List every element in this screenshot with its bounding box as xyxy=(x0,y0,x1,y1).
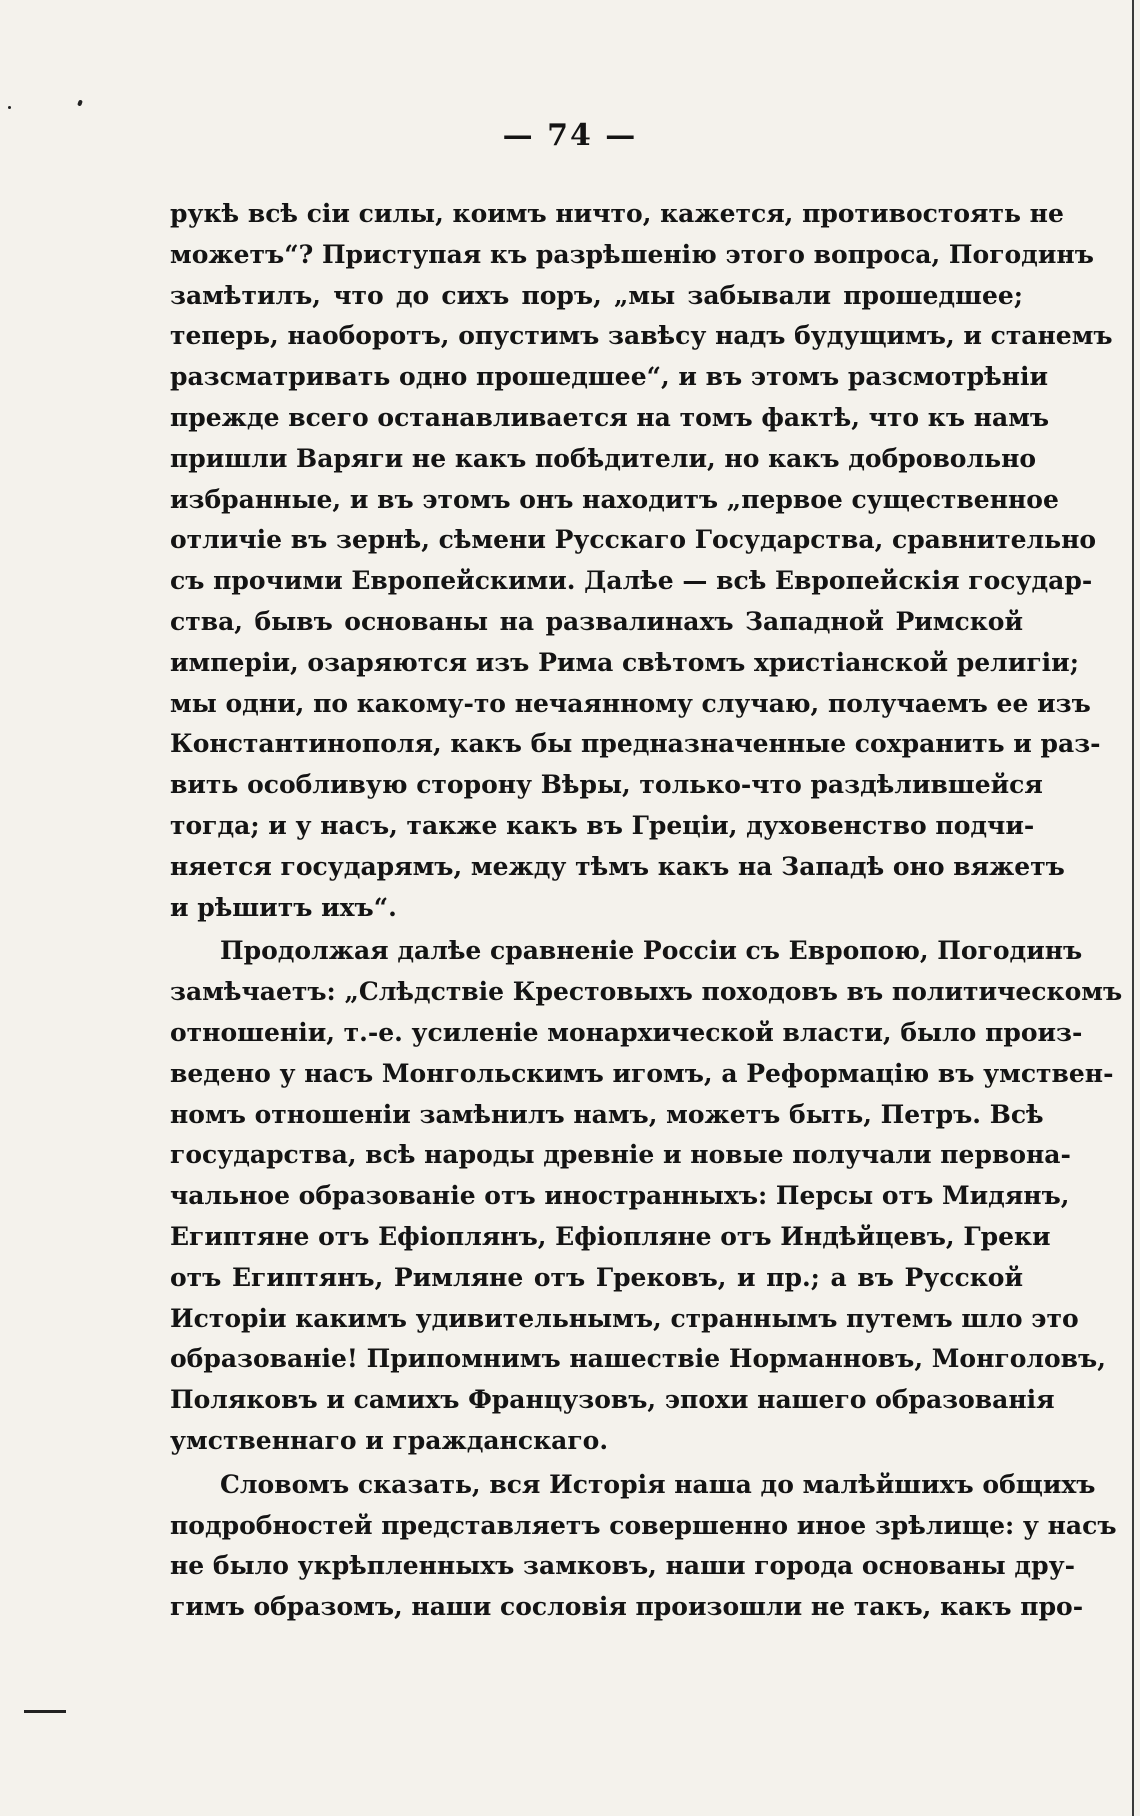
page-edge-line xyxy=(1132,0,1134,1816)
text-line: государства, всѣ народы древніе и новые получали первона- xyxy=(170,1140,1071,1170)
text-line: замѣтилъ, что до сихъ поръ, „мы забывали прошедшее; xyxy=(170,280,1023,310)
text-line: няется государямъ, между тѣмъ какъ на Западѣ оно вяжетъ xyxy=(170,851,1065,881)
text-line: съ прочими Европейскими. Далѣе — всѣ Европейскія государ- xyxy=(170,566,1093,596)
text-line: чальное образованіе отъ иностранныхъ: Персы отъ Мидянъ, xyxy=(170,1181,1070,1211)
text-line: и рѣшитъ ихъ“. xyxy=(170,892,397,922)
text-line: имперіи, озаряются изъ Рима свѣтомъ христіанской религіи; xyxy=(170,647,1079,677)
text-line: гимъ образомъ, наши сословія произошли не такъ, какъ про- xyxy=(170,1592,1084,1622)
body-text xyxy=(170,194,1123,1628)
text-line: ства, бывъ основаны на развалинахъ Западной Римской xyxy=(170,606,1023,636)
text-line: Продолжая далѣе сравненіе Россіи съ Европою, Погодинъ xyxy=(220,936,1083,966)
text-line: избранные, и въ этомъ онъ находитъ „первое существенное xyxy=(170,484,1059,514)
page-number: — 74 — xyxy=(502,118,638,153)
text-line: Словомъ сказать, вся Исторія наша до малѣйшихъ общихъ xyxy=(220,1469,1096,1499)
text-line: пришли Варяги не какъ побѣдители, но какъ добровольно xyxy=(170,443,1037,473)
text-line: не было укрѣпленныхъ замковъ, наши города основаны дру- xyxy=(170,1551,1075,1581)
text-line: теперь, наоборотъ, опустимъ завѣсу надъ будущимъ, и станемъ xyxy=(170,321,1113,351)
text-line: подробностей представляетъ совершенно иное зрѣлище: у насъ xyxy=(170,1510,1117,1540)
text-line: отъ Египтянъ, Римляне отъ Грековъ, и пр.; а въ Русской xyxy=(170,1262,1023,1292)
text-line: ведено у насъ Монгольскимъ игомъ, а Реформацію въ умствен- xyxy=(170,1058,1114,1088)
text-line: мы одни, по какому-то нечаянному случаю, получаемъ ее изъ xyxy=(170,688,1091,718)
text-line: можетъ“? Приступая къ разрѣшенію этого вопроса, Погодинъ xyxy=(170,239,1094,269)
text-line: образованіе! Припомнимъ нашествіе Норманновъ, Монголовъ, xyxy=(170,1344,1106,1374)
ink-speck xyxy=(77,99,83,106)
text-line: отличіе въ зернѣ, сѣмени Русскаго Государства, сравнительно xyxy=(170,525,1097,555)
margin-dash xyxy=(24,1710,66,1713)
text-line: тогда; и у насъ, также какъ въ Греціи, духовенство подчи- xyxy=(170,810,1035,840)
text-line: Константинополя, какъ бы предназначенные сохранить и раз- xyxy=(170,729,1101,759)
ink-speck xyxy=(8,106,11,109)
text-line: Поляковъ и самихъ Французовъ, эпохи нашего образованія xyxy=(170,1385,1055,1415)
text-line: вить особливую сторону Вѣры, только-что раздѣлившейся xyxy=(170,770,1043,800)
text-line: номъ отношеніи замѣнилъ намъ, можетъ быть, Петръ. Всѣ xyxy=(170,1099,1044,1129)
text-line: умственнаго и гражданскаго. xyxy=(170,1425,609,1455)
text-line: отношеніи, т.-е. усиленіе монархической власти, было произ- xyxy=(170,1017,1083,1047)
text-line: замѣчаетъ: „Слѣдствіе Крестовыхъ походовъ въ политическомъ xyxy=(170,977,1123,1007)
text-line: Исторіи какимъ удивительнымъ, страннымъ путемъ шло это xyxy=(170,1303,1079,1333)
text-line: разсматривать одно прошедшее“, и въ этомъ разсмотрѣніи xyxy=(170,362,1049,392)
text-line: Египтяне отъ Ефіоплянъ, Ефіопляне отъ Индѣйцевъ, Греки xyxy=(170,1221,1051,1251)
text-line: рукѣ всѣ сіи силы, коимъ ничто, кажется, противостоять не xyxy=(170,199,1064,228)
text-line: прежде всего останавливается на томъ фактѣ, что къ намъ xyxy=(170,402,1050,432)
